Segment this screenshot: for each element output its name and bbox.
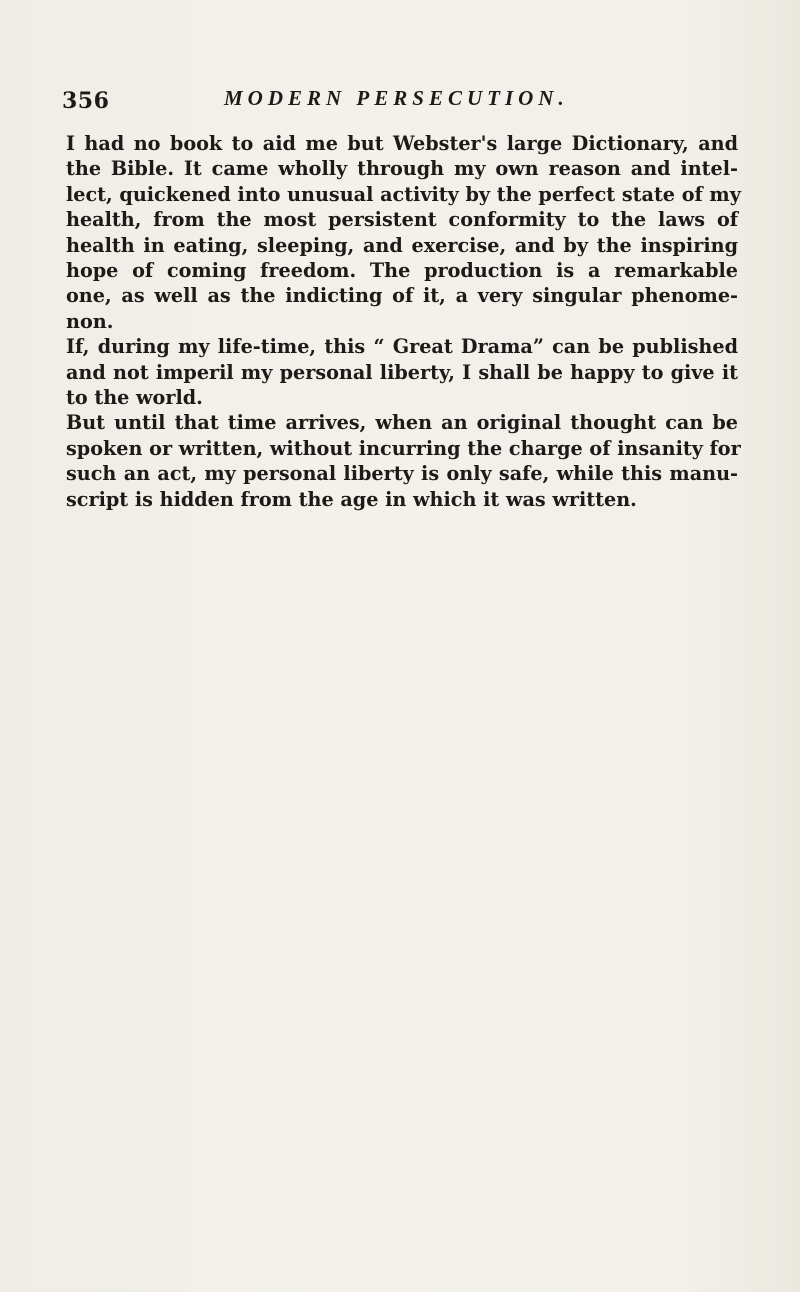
paragraph-1: [66, 131, 741, 334]
text-line: non.: [66, 309, 114, 333]
paragraph-3: [66, 410, 741, 512]
running-title: MODERN PERSECUTION.: [224, 86, 569, 110]
text-line: to the world.: [66, 386, 203, 410]
text-line: and not imperil my personal liberty, I shall be happy to give it: [66, 360, 738, 384]
text-line: lect, quickened into unusual activity by the perfect state of my: [66, 182, 741, 206]
text-line: one, as well as the indicting of it, a very singular phenome-: [66, 284, 738, 308]
text-line: If, during my life-time, this “ Great Drama” can be published: [66, 335, 738, 359]
text-line: health, from the most persistent conformity to the laws of: [66, 208, 738, 232]
text-line: I had no book to aid me but Webster's large Dictionary, and: [66, 132, 738, 155]
paragraph-2: [66, 334, 738, 410]
text-line: hope of coming freedom. The production is a remarkable: [66, 259, 738, 283]
text-line: But until that time arrives, when an original thought can be: [66, 411, 738, 435]
page-number: 356: [62, 88, 110, 114]
text-line: script is hidden from the age in which it was written.: [66, 487, 637, 511]
text-line: health in eating, sleeping, and exercise, and by the inspiring: [66, 233, 738, 257]
text-line: the Bible. It came wholly through my own reason and intel-: [66, 157, 738, 181]
text-line: such an act, my personal liberty is only safe, while this manu-: [66, 462, 738, 486]
text-line: spoken or written, without incurring the charge of insanity for: [66, 436, 741, 460]
body-text: [66, 131, 741, 512]
